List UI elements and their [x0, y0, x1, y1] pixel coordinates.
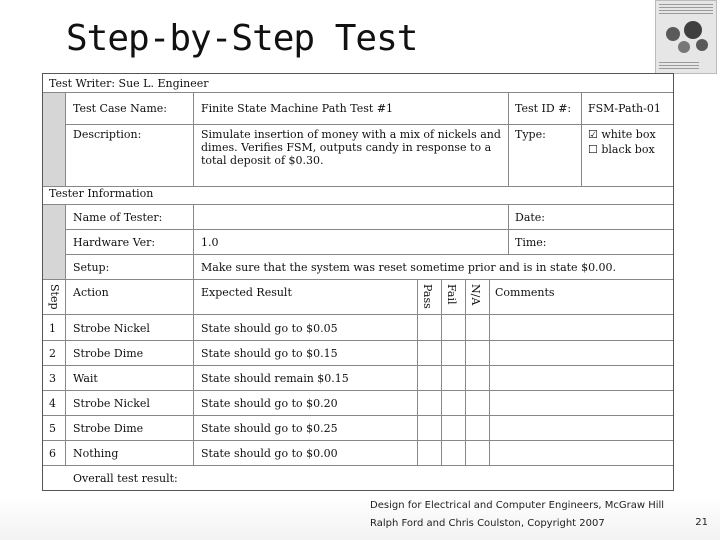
footer-copyright: Ralph Ford and Chris Coulston, Copyright 2007 — [370, 518, 605, 529]
step-number: 1 — [49, 322, 56, 335]
col-action-header: Action — [73, 286, 109, 299]
step-expected: State should go to $0.15 — [201, 347, 338, 360]
hardware-value: 1.0 — [201, 236, 219, 249]
footer-publisher: Design for Electrical and Computer Engineers, McGraw Hill — [370, 500, 665, 511]
step-number: 4 — [49, 397, 56, 410]
test-form — [42, 73, 674, 491]
tester-info-heading: Tester Information — [49, 187, 154, 200]
step-number: 6 — [49, 447, 56, 460]
book-cover-thumbnail — [655, 0, 717, 74]
step-action: Wait — [73, 372, 98, 385]
step-expected: State should go to $0.05 — [201, 322, 338, 335]
step-number: 5 — [49, 422, 56, 435]
test-case-value: Finite State Machine Path Test #1 — [201, 102, 394, 115]
step-expected: State should go to $0.00 — [201, 447, 338, 460]
step-number: 2 — [49, 347, 56, 360]
hardware-label: Hardware Ver: — [73, 236, 156, 249]
setup-value: Make sure that the system was reset sometime prior and is in state $0.00. — [201, 261, 617, 274]
step-number: 3 — [49, 372, 56, 385]
type-white-box: ☑ white box — [588, 128, 656, 141]
col-expected-header: Expected Result — [201, 286, 292, 299]
col-step-header: Step — [48, 284, 61, 310]
col-pass-header: Pass — [421, 284, 434, 309]
step-expected: State should go to $0.25 — [201, 422, 338, 435]
time-label: Time: — [515, 236, 547, 249]
step-action: Strobe Dime — [73, 347, 144, 360]
col-comments-header: Comments — [495, 286, 555, 299]
description-label: Description: — [73, 128, 142, 141]
step-action: Nothing — [73, 447, 119, 460]
test-id-value: FSM-Path-01 — [588, 102, 661, 115]
type-label: Type: — [515, 128, 546, 141]
col-fail-header: Fail — [445, 284, 458, 305]
tester-name-label: Name of Tester: — [73, 211, 163, 224]
type-black-box: ☐ black box — [588, 143, 655, 156]
step-expected: State should remain $0.15 — [201, 372, 349, 385]
date-label: Date: — [515, 211, 546, 224]
overall-result-label: Overall test result: — [73, 472, 178, 485]
setup-label: Setup: — [73, 261, 110, 274]
test-case-label: Test Case Name: — [73, 102, 168, 115]
step-action: Strobe Nickel — [73, 397, 150, 410]
page-number: 21 — [695, 517, 708, 528]
col-na-header: N/A — [469, 284, 482, 306]
step-action: Strobe Nickel — [73, 322, 150, 335]
step-action: Strobe Dime — [73, 422, 144, 435]
test-writer: Test Writer: Sue L. Engineer — [49, 77, 209, 90]
description-value: Simulate insertion of money with a mix of nickels and dimes. Verifies FSM, outputs candy in response to a total deposit of $0.30. — [201, 128, 501, 167]
slide-title: Step-by-Step Test — [66, 18, 418, 59]
test-id-label: Test ID #: — [515, 102, 572, 115]
step-expected: State should go to $0.20 — [201, 397, 338, 410]
